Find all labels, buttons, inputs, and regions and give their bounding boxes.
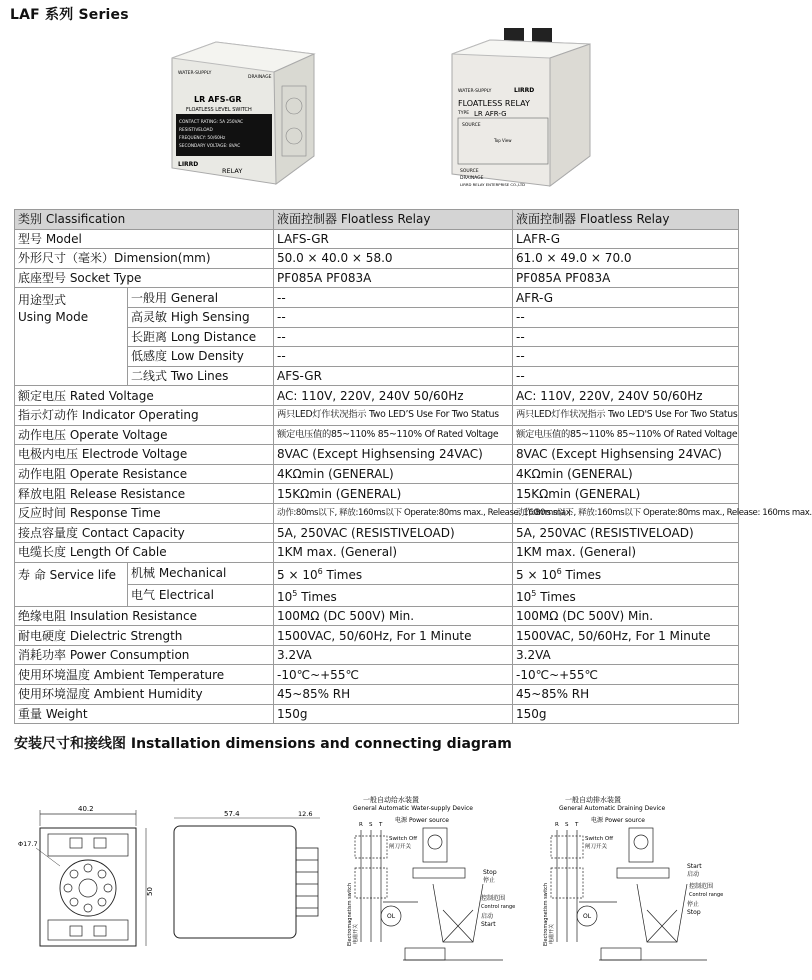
table-cell: 电气 Electrical — [128, 584, 274, 606]
table-cell: $10^5$ Times — [513, 584, 739, 606]
table-cell: AFS-GR — [274, 366, 513, 386]
using-mode-label: 用途型式 Using Mode — [15, 288, 128, 386]
row-label: 反应时间 Response Time — [15, 503, 274, 523]
afr-g-relay-photo — [446, 26, 594, 194]
table-cell: $10^5$ Times — [274, 584, 513, 606]
service-life-label: 寿 命 Service life — [15, 562, 128, 606]
table-cell: AC: 110V, 220V, 240V 50/60Hz — [513, 386, 739, 406]
svg-text:Top View: Top View — [494, 138, 512, 143]
table-cell: 150g — [274, 704, 513, 724]
table-row — [15, 704, 739, 724]
water-supply-wiring-diagram — [343, 792, 528, 974]
svg-text:Stop: Stop — [687, 909, 701, 916]
table-cell: 5A, 250VAC (RESISTIVELOAD) — [274, 523, 513, 543]
svg-text:WATER-SUPPLY: WATER-SUPPLY — [178, 71, 212, 76]
svg-text:DRAINAGE: DRAINAGE — [460, 176, 484, 181]
svg-text:R: R — [555, 822, 559, 828]
table-cell: 5A, 250VAC (RESISTIVELOAD) — [513, 523, 739, 543]
draining-wiring-diagram — [537, 792, 737, 974]
svg-text:LIRRD: LIRRD — [514, 87, 535, 94]
table-row — [15, 685, 739, 705]
svg-text:40.2: 40.2 — [78, 805, 94, 813]
svg-text:启动: 启动 — [481, 913, 494, 920]
table-cell: -- — [513, 307, 739, 327]
svg-text:Control range: Control range — [481, 904, 516, 910]
svg-text:General Automatic Draining Dev: General Automatic Draining Device — [559, 805, 666, 812]
svg-text:Electromagnetism switch: Electromagnetism switch — [543, 882, 549, 946]
table-row — [15, 503, 739, 523]
svg-text:FLOATLESS RELAY: FLOATLESS RELAY — [458, 99, 530, 108]
table-cell: 45~85% RH — [513, 685, 739, 705]
svg-text:Power source: Power source — [409, 817, 449, 824]
svg-text:Φ17.7: Φ17.7 — [18, 840, 38, 848]
table-cell: -- — [274, 307, 513, 327]
table-row — [15, 464, 739, 484]
svg-text:TYPE: TYPE — [458, 111, 470, 116]
svg-text:WATER-SUPPLY: WATER-SUPPLY — [458, 89, 492, 94]
table-row — [15, 665, 739, 685]
svg-text:电源: 电源 — [591, 817, 604, 824]
svg-text:RELAY: RELAY — [222, 167, 243, 175]
svg-text:FREQUENCY: 50/60Hz: FREQUENCY: 50/60Hz — [179, 136, 226, 141]
series-title: LAF 系列 Series — [10, 7, 129, 23]
row-label: 额定电压 Rated Voltage — [15, 386, 274, 406]
svg-text:OL: OL — [387, 913, 396, 920]
row-label: 外形尺寸（毫米）Dimension(mm) — [15, 249, 274, 269]
table-cell: 两只LED灯作状况指示 Two LED'S Use For Two Status — [513, 405, 739, 425]
table-row — [15, 626, 739, 646]
svg-text:Power source: Power source — [605, 817, 645, 824]
table-row — [15, 425, 739, 445]
row-label: 电极内电压 Electrode Voltage — [15, 445, 274, 465]
table-row — [15, 405, 739, 425]
table-cell: 61.0 × 49.0 × 70.0 — [513, 249, 739, 269]
row-label: 指示灯动作 Indicator Operating — [15, 405, 274, 425]
svg-text:一般自动给水装置: 一般自动给水装置 — [363, 796, 419, 804]
row-label: 底座型号 Socket Type — [15, 268, 274, 288]
row-label: 耐电硬度 Dielectric Strength — [15, 626, 274, 646]
table-cell: 150g — [513, 704, 739, 724]
svg-text:控制范围: 控制范围 — [689, 883, 714, 890]
table-header-row — [15, 210, 739, 230]
table-cell: 低感度 Low Density — [128, 347, 274, 367]
row-label: 接点容量度 Contact Capacity — [15, 523, 274, 543]
svg-text:T: T — [379, 822, 383, 828]
table-cell: -- — [513, 366, 739, 386]
svg-text:启动: 启动 — [687, 871, 700, 878]
table-header: 液面控制器 Floatless Relay — [513, 210, 739, 230]
svg-text:闸刀开关: 闸刀开关 — [389, 844, 412, 850]
table-cell: -- — [274, 327, 513, 347]
table-cell: $5 \times 10^6$ Times — [274, 562, 513, 584]
table-cell: $5 \times 10^6$ Times — [513, 562, 739, 584]
svg-text:Start: Start — [481, 921, 496, 928]
svg-text:闸刀开关: 闸刀开关 — [585, 844, 608, 850]
svg-text:LR AFS-GR: LR AFS-GR — [194, 95, 242, 104]
table-cell: 额定电压值的85~110% 85~110% Of Rated Voltage — [274, 425, 513, 445]
table-cell: 两只LED灯作状况指示 Two LED’S Use For Two Status — [274, 405, 513, 425]
table-cell: 15KΩmin (GENERAL) — [513, 484, 739, 504]
table-cell: -10℃~+55℃ — [513, 665, 739, 685]
row-label: 动作电阻 Operate Resistance — [15, 464, 274, 484]
svg-text:停止: 停止 — [687, 901, 700, 908]
row-label: 型号 Model — [15, 229, 274, 249]
table-cell: 高灵敏 High Sensing — [128, 307, 274, 327]
svg-text:电磁开关: 电磁开关 — [353, 923, 359, 944]
table-cell: -10℃~+55℃ — [274, 665, 513, 685]
table-row — [15, 288, 739, 308]
table-cell: 8VAC (Except Highsensing 24VAC) — [274, 445, 513, 465]
table-cell: 15KΩmin (GENERAL) — [274, 484, 513, 504]
table-row — [15, 562, 739, 584]
svg-text:50: 50 — [146, 887, 154, 896]
row-label: 释放电阻 Release Resistance — [15, 484, 274, 504]
table-cell: 动作:80ms以下, 释放:160ms以下 Operate:80ms max., Release: 160ms max. — [513, 503, 739, 523]
table-cell: 1500VAC, 50/60Hz, For 1 Minute — [513, 626, 739, 646]
table-cell: 动作:80ms以下, 释放:160ms以下 Operate:80ms max., Release: 160ms max. — [274, 503, 513, 523]
table-cell: 3.2VA — [274, 645, 513, 665]
svg-text:LIRRD: LIRRD — [178, 161, 199, 168]
svg-text:FLOATLESS LEVEL SWITCH: FLOATLESS LEVEL SWITCH — [186, 107, 252, 113]
row-label: 使用环境温度 Ambient Temperature — [15, 665, 274, 685]
table-cell: LAFR-G — [513, 229, 739, 249]
svg-text:S: S — [565, 822, 569, 828]
table-cell: 45~85% RH — [274, 685, 513, 705]
table-row — [15, 543, 739, 563]
svg-text:Control range: Control range — [689, 892, 724, 898]
table-cell: 机械 Mechanical — [128, 562, 274, 584]
svg-text:General Automatic Water-supply: General Automatic Water-supply Device — [353, 805, 473, 812]
table-cell: 长距离 Long Distance — [128, 327, 274, 347]
table-cell: 3.2VA — [513, 645, 739, 665]
row-label: 动作电压 Operate Voltage — [15, 425, 274, 445]
table-cell: 1500VAC, 50/60Hz, For 1 Minute — [274, 626, 513, 646]
svg-text:RESISTIVELOAD: RESISTIVELOAD — [179, 128, 213, 133]
svg-text:S: S — [369, 822, 373, 828]
svg-text:OL: OL — [583, 913, 592, 920]
svg-text:停止: 停止 — [483, 877, 496, 884]
svg-text:SOURCE: SOURCE — [462, 123, 481, 128]
svg-text:Start: Start — [687, 863, 702, 870]
table-cell: 一般用 General — [128, 288, 274, 308]
svg-text:R: R — [359, 822, 363, 828]
row-label: 重量 Weight — [15, 704, 274, 724]
svg-text:电磁开关: 电磁开关 — [549, 923, 555, 944]
table-cell: 50.0 × 40.0 × 58.0 — [274, 249, 513, 269]
svg-text:SECONDARY VOLTAGE: 8VAC: SECONDARY VOLTAGE: 8VAC — [179, 144, 241, 149]
afs-gr-relay-photo — [164, 36, 316, 194]
table-header: 液面控制器 Floatless Relay — [274, 210, 513, 230]
svg-text:Switch Off: Switch Off — [585, 836, 614, 842]
table-row — [15, 229, 739, 249]
row-label: 消耗功率 Power Consumption — [15, 645, 274, 665]
table-header: 类别 Classification — [15, 210, 274, 230]
table-cell: PF085A PF083A — [274, 268, 513, 288]
svg-text:LIRRD RELAY ENTERPRISE CO.,LTD: LIRRD RELAY ENTERPRISE CO.,LTD — [460, 182, 526, 187]
table-cell: PF085A PF083A — [513, 268, 739, 288]
row-label: 绝缘电阻 Insulation Resistance — [15, 606, 274, 626]
row-label: 使用环境湿度 Ambient Humidity — [15, 685, 274, 705]
table-cell: AC: 110V, 220V, 240V 50/60Hz — [274, 386, 513, 406]
table-row — [15, 606, 739, 626]
table-cell: LAFS-GR — [274, 229, 513, 249]
table-row — [15, 484, 739, 504]
table-cell: -- — [513, 327, 739, 347]
table-row — [15, 445, 739, 465]
spec-table — [14, 209, 812, 724]
table-cell: 二线式 Two Lines — [128, 366, 274, 386]
table-cell: 额定电压值的85~110% 85~110% Of Rated Voltage — [513, 425, 739, 445]
svg-text:电源: 电源 — [395, 817, 408, 824]
svg-text:Stop: Stop — [483, 869, 497, 876]
table-row — [15, 268, 739, 288]
installation-title: 安装尺寸和接线图 Installation dimensions and connecting diagram — [14, 736, 512, 752]
side-dimension-drawing — [168, 808, 328, 954]
row-label: 电缆长度 Length Of Cable — [15, 543, 274, 563]
table-row — [15, 386, 739, 406]
table-row — [15, 645, 739, 665]
table-cell: 100MΩ (DC 500V) Min. — [274, 606, 513, 626]
svg-text:SOURCE: SOURCE — [460, 169, 479, 174]
table-cell: -- — [274, 347, 513, 367]
svg-text:LR AFR-G: LR AFR-G — [474, 110, 507, 118]
svg-text:DRAINAGE: DRAINAGE — [248, 75, 272, 80]
svg-text:一般自动排水装置: 一般自动排水装置 — [565, 796, 621, 804]
table-cell: 100MΩ (DC 500V) Min. — [513, 606, 739, 626]
table-cell: 1KM max. (General) — [513, 543, 739, 563]
table-cell: 4KΩmin (GENERAL) — [513, 464, 739, 484]
table-row — [15, 249, 739, 269]
table-row — [15, 523, 739, 543]
front-dimension-drawing — [18, 800, 158, 960]
svg-text:12.6: 12.6 — [298, 810, 313, 818]
table-cell: -- — [274, 288, 513, 308]
svg-text:T: T — [575, 822, 579, 828]
svg-text:Switch Off: Switch Off — [389, 836, 418, 842]
table-cell: 4KΩmin (GENERAL) — [274, 464, 513, 484]
svg-text:Electromagnetism switch: Electromagnetism switch — [347, 882, 353, 946]
svg-text:CONTACT RATING: 5A 250VAC: CONTACT RATING: 5A 250VAC — [179, 120, 244, 125]
table-cell: 1KM max. (General) — [274, 543, 513, 563]
table-cell: -- — [513, 347, 739, 367]
svg-text:控制范围: 控制范围 — [481, 895, 506, 902]
table-cell: AFR-G — [513, 288, 739, 308]
svg-text:57.4: 57.4 — [224, 810, 240, 818]
table-cell: 8VAC (Except Highsensing 24VAC) — [513, 445, 739, 465]
